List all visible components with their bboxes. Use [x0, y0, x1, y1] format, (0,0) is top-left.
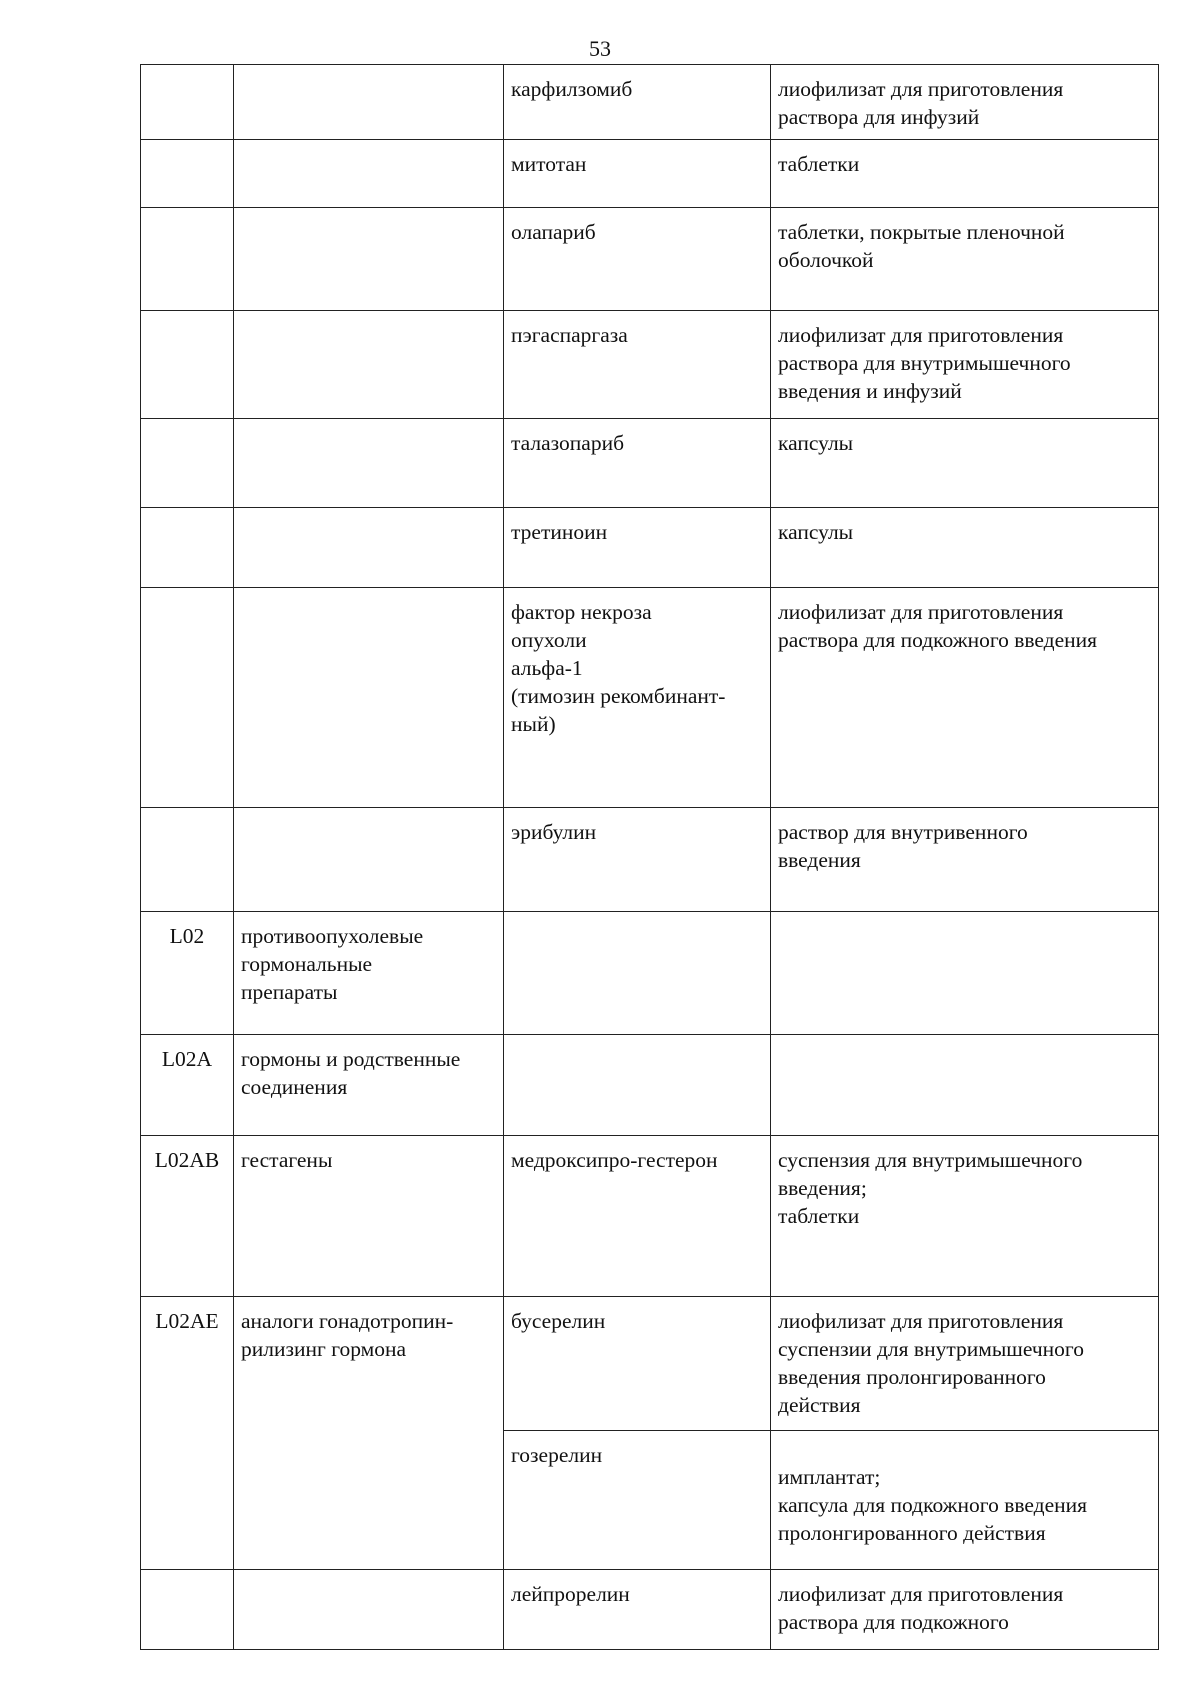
drug-name-cell: гозерелин — [504, 1431, 771, 1570]
drug-name-cell: карфилзомиб — [504, 65, 771, 140]
table-row — [141, 140, 1159, 208]
group-name-cell — [234, 140, 504, 208]
table-row — [141, 311, 1159, 419]
atc-code-cell — [141, 1570, 234, 1650]
drug-name-cell: медроксипро-гестерон — [504, 1136, 771, 1297]
table-row — [141, 808, 1159, 912]
group-name-cell — [234, 808, 504, 912]
atc-code-cell — [141, 508, 234, 588]
group-name-cell: гестагены — [234, 1136, 504, 1297]
drug-name-cell: лейпрорелин — [504, 1570, 771, 1650]
atc-code-cell: L02AE — [141, 1297, 234, 1570]
atc-code-cell: L02AB — [141, 1136, 234, 1297]
table-row — [141, 912, 1159, 1035]
dosage-form-cell: лиофилизат для приготовления раствора для внутримышечного введения и инфузий — [771, 311, 1159, 419]
drug-name-cell: эрибулин — [504, 808, 771, 912]
group-name-cell: противоопухолевые гормональные препараты — [234, 912, 504, 1035]
dosage-form-cell: таблетки, покрытые пленочной оболочкой — [771, 208, 1159, 311]
table-row — [141, 1570, 1159, 1650]
group-name-cell — [234, 311, 504, 419]
table-row — [141, 1136, 1159, 1297]
group-name-cell — [234, 1570, 504, 1650]
drug-name-cell: третиноин — [504, 508, 771, 588]
table-row — [141, 508, 1159, 588]
group-name-cell — [234, 419, 504, 508]
group-name-cell — [234, 588, 504, 808]
table-row — [141, 1297, 1159, 1431]
drug-name-cell: олапариб — [504, 208, 771, 311]
atc-code-cell — [141, 588, 234, 808]
dosage-form-cell: раствор для внутривенного введения — [771, 808, 1159, 912]
drug-name-cell: фактор некроза опухоли альфа-1 (тимозин рекомбинант- ный) — [504, 588, 771, 808]
table-row — [141, 1035, 1159, 1136]
dosage-form-cell: капсулы — [771, 419, 1159, 508]
drug-name-cell: бусерелин — [504, 1297, 771, 1431]
atc-code-cell — [141, 419, 234, 508]
page-number: 53 — [589, 36, 611, 61]
atc-code-cell — [141, 65, 234, 140]
dosage-form-cell: таблетки — [771, 140, 1159, 208]
table-row — [141, 65, 1159, 140]
drug-name-cell: митотан — [504, 140, 771, 208]
dosage-form-cell: лиофилизат для приготовления суспензии для внутримышечного введения пролонгированного действия — [771, 1297, 1159, 1431]
atc-code-cell — [141, 808, 234, 912]
dosage-form-cell — [771, 1035, 1159, 1136]
dosage-form-cell — [771, 912, 1159, 1035]
group-name-cell — [234, 508, 504, 588]
group-name-cell — [234, 208, 504, 311]
drug-name-cell — [504, 1035, 771, 1136]
drug-name-cell: пэгаспаргаза — [504, 311, 771, 419]
table-row — [141, 419, 1159, 508]
dosage-form-cell: лиофилизат для приготовления раствора для инфузий — [771, 65, 1159, 140]
drug-name-cell: талазопариб — [504, 419, 771, 508]
atc-code-cell — [141, 140, 234, 208]
dosage-form-cell: капсулы — [771, 508, 1159, 588]
dosage-form-cell: суспензия для внутримышечного введения; таблетки — [771, 1136, 1159, 1297]
dosage-form-cell: лиофилизат для приготовления раствора для подкожного введения — [771, 588, 1159, 808]
atc-code-cell: L02 — [141, 912, 234, 1035]
atc-code-cell: L02A — [141, 1035, 234, 1136]
drug-name-cell — [504, 912, 771, 1035]
group-name-cell: гормоны и родственные соединения — [234, 1035, 504, 1136]
group-name-cell: аналоги гонадотропин- рилизинг гормона — [234, 1297, 504, 1570]
drug-table — [140, 64, 1159, 1650]
group-name-cell — [234, 65, 504, 140]
table-row — [141, 208, 1159, 311]
atc-code-cell — [141, 208, 234, 311]
atc-code-cell — [141, 311, 234, 419]
dosage-form-cell: лиофилизат для приготовления раствора для подкожного — [771, 1570, 1159, 1650]
dosage-form-cell: имплантат; капсула для подкожного введения пролонгированного действия — [771, 1431, 1159, 1570]
table-row — [141, 588, 1159, 808]
